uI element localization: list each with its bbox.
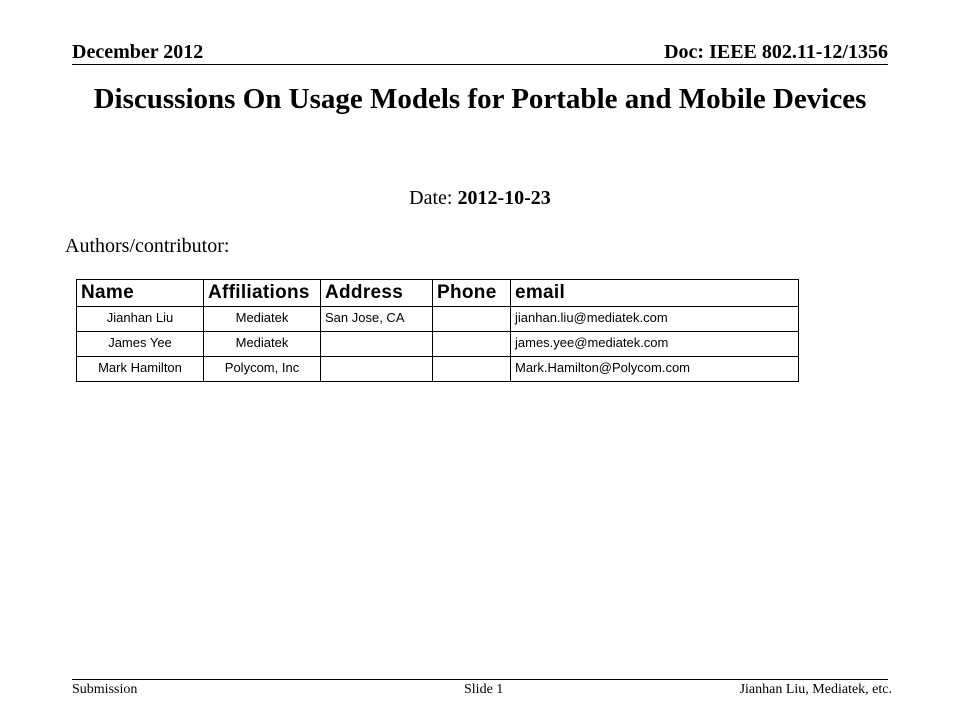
author-email: james.yee@mediatek.com: [511, 332, 799, 357]
column-header-address: Address: [321, 280, 433, 307]
author-address: [321, 357, 433, 382]
header-date: December 2012: [72, 41, 204, 63]
footer-authors: Jianhan Liu, Mediatek, etc.: [739, 682, 892, 697]
date-value: 2012-10-23: [457, 187, 551, 209]
footer-divider: [72, 679, 888, 680]
column-header-email: email: [511, 280, 799, 307]
author-name: James Yee: [77, 332, 204, 357]
column-header-affiliations: Affiliations: [204, 280, 321, 307]
footer-slide-number: Slide 1: [464, 682, 504, 697]
table-row: [77, 332, 799, 357]
author-phone: [433, 307, 511, 332]
author-email: jianhan.liu@mediatek.com: [511, 307, 799, 332]
author-affiliation: Polycom, Inc: [204, 357, 321, 382]
authors-table: [76, 279, 799, 382]
table-row: [77, 357, 799, 382]
footer-submission: Submission: [72, 682, 138, 697]
author-name: Jianhan Liu: [77, 307, 204, 332]
slide-title: Discussions On Usage Models for Portable and Mobile Devices: [93, 83, 867, 115]
column-header-name: Name: [77, 280, 204, 307]
author-name: Mark Hamilton: [77, 357, 204, 382]
author-address: [321, 332, 433, 357]
author-address: San Jose, CA: [321, 307, 433, 332]
date-line: [0, 186, 960, 210]
author-phone: [433, 332, 511, 357]
author-email: Mark.Hamilton@Polycom.com: [511, 357, 799, 382]
author-affiliation: Mediatek: [204, 332, 321, 357]
column-header-phone: Phone: [433, 280, 511, 307]
date-label: Date:: [409, 187, 458, 209]
table-row: [77, 307, 799, 332]
header-doc-number: Doc: IEEE 802.11-12/1356: [664, 41, 888, 63]
table-header-row: [77, 280, 799, 307]
author-affiliation: Mediatek: [204, 307, 321, 332]
header-divider: [72, 64, 888, 65]
authors-label: Authors/contributor:: [65, 235, 230, 257]
author-phone: [433, 357, 511, 382]
